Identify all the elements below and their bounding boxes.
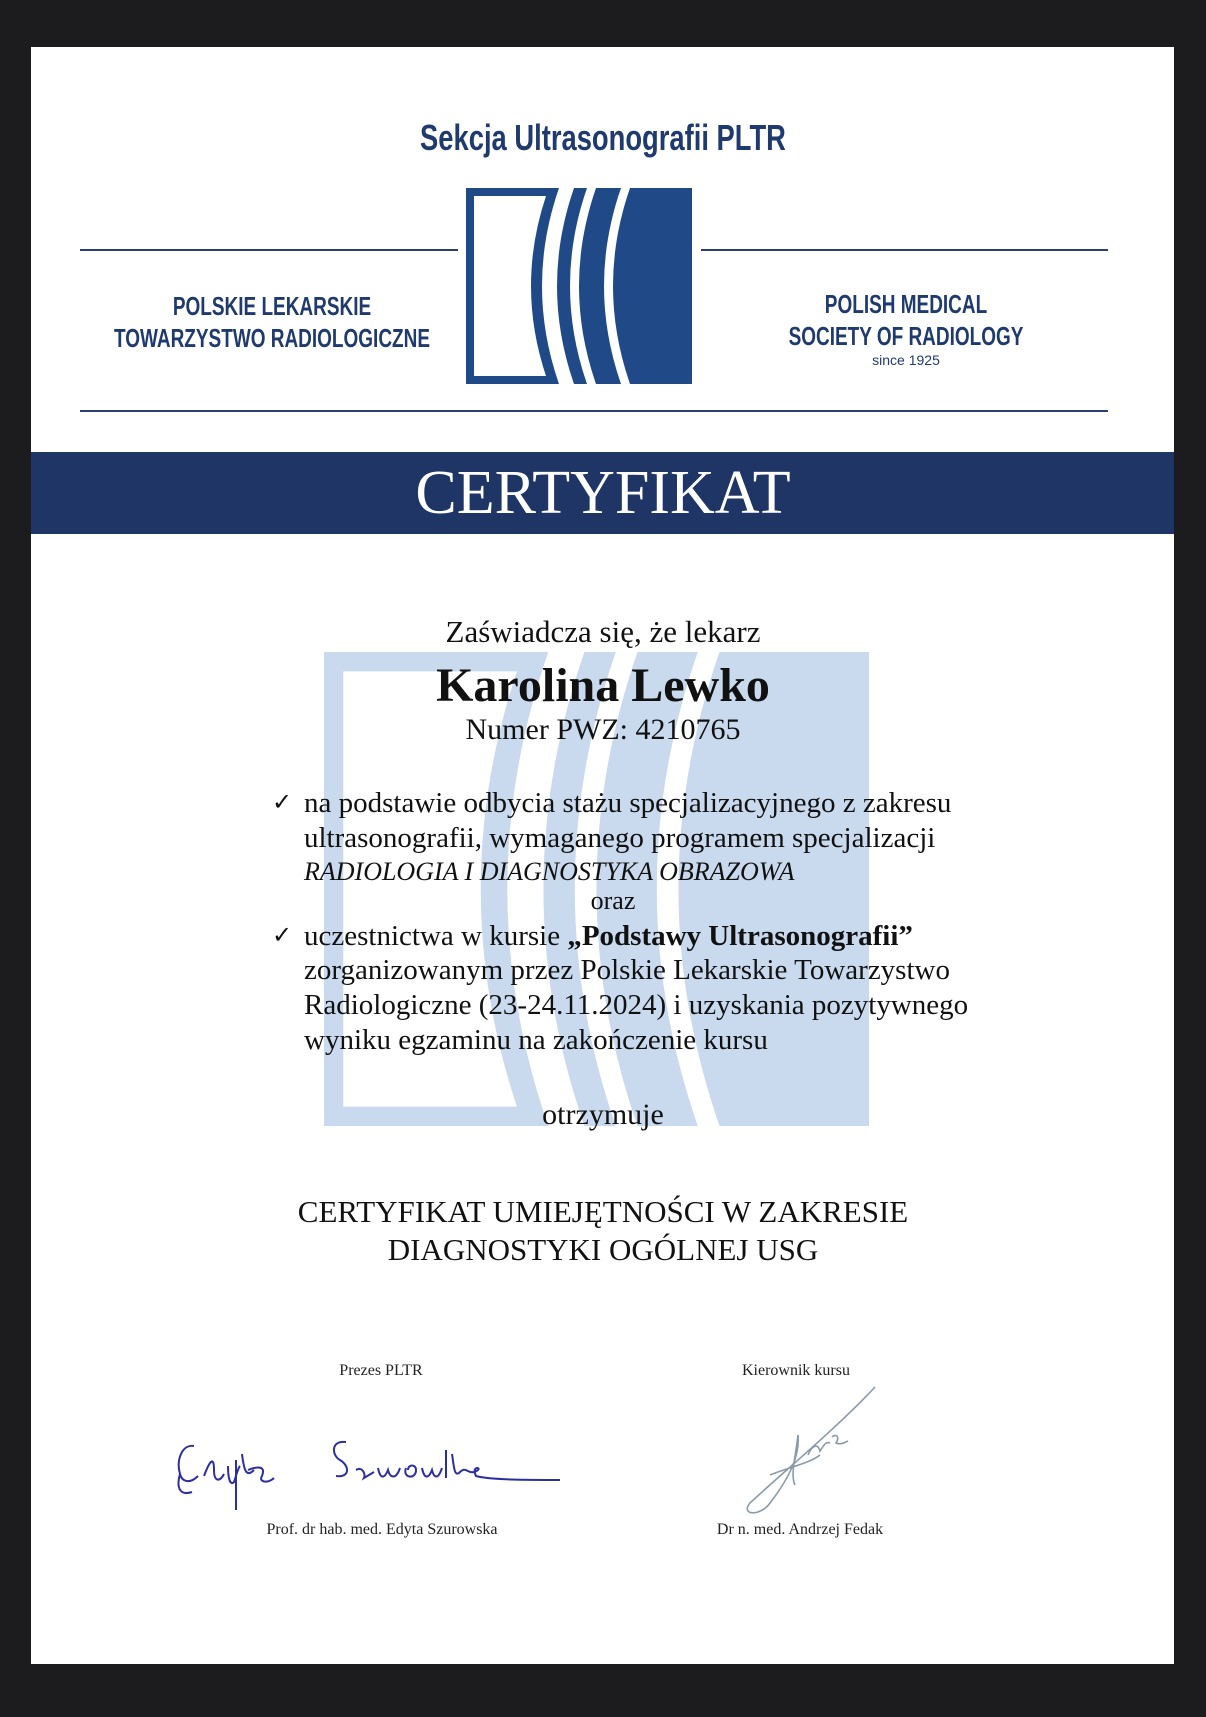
certificate-type-line2: DIAGNOSTYKI OGÓLNEJ USG <box>387 1232 819 1267</box>
recipient-name: Karolina Lewko <box>436 659 770 712</box>
org-name-pl-line2: TOWARZYSTWO RADIOLOGICZNE <box>114 323 430 353</box>
divider <box>701 249 1108 251</box>
section-title: Sekcja Ultrasonografii PLTR <box>420 117 786 158</box>
receives-text: otrzymuje <box>542 1098 664 1131</box>
bullet-line: ultrasonografii, wymaganego programem specjalizacji <box>304 822 936 854</box>
divider <box>80 410 1108 412</box>
course-name: „Podstawy Ultrasonografii” <box>567 920 913 952</box>
since-year: since 1925 <box>872 352 940 368</box>
certificate-type-line1: CERTYFIKAT UMIEJĘTNOŚCI W ZAKRESIE <box>297 1194 909 1229</box>
bullet-line: uczestnictwa w kursie <box>304 920 568 952</box>
checkmark-icon: ✓ <box>272 790 293 816</box>
signer-role: Prezes PLTR <box>339 1362 423 1379</box>
certificate-title: CERTYFIKAT <box>415 459 791 527</box>
bullet-line: zorganizowanym przez Polskie Lekarskie Towarzystwo <box>304 954 950 986</box>
conjunction: oraz <box>590 886 636 915</box>
bullet-line: Radiologiczne (23-24.11.2024) i uzyskania pozytywnego <box>304 989 969 1021</box>
divider <box>80 249 458 251</box>
specialization-name: RADIOLOGIA I DIAGNOSTYKA OBRAZOWA <box>304 857 795 886</box>
org-name-en-line1: POLISH MEDICAL <box>824 289 988 319</box>
org-name-en-line2: SOCIETY OF RADIOLOGY <box>788 321 1024 351</box>
bullet-line: wyniku egzaminu na zakończenie kursu <box>304 1024 768 1056</box>
signer-name: Prof. dr hab. med. Edyta Szurowska <box>266 1521 498 1538</box>
signature-szurowska <box>170 1430 610 1520</box>
signature-fedak <box>740 1385 880 1520</box>
org-name-pl-line1: POLSKIE LEKARSKIE <box>172 291 372 321</box>
org-name-en <box>466 288 1206 352</box>
signer-role: Kierownik kursu <box>742 1362 850 1379</box>
pwz-number: Numer PWZ: 4210765 <box>465 713 741 746</box>
checkmark-icon: ✓ <box>272 923 293 949</box>
bullet-line: na podstawie odbycia stażu specjalizacyjnego z zakresu <box>304 787 952 819</box>
intro-text: Zaświadcza się, że lekarz <box>445 614 761 649</box>
bullet-course <box>272 919 1052 1059</box>
signer-name: Dr n. med. Andrzej Fedak <box>716 1521 884 1538</box>
bullet-internship <box>272 786 1052 896</box>
